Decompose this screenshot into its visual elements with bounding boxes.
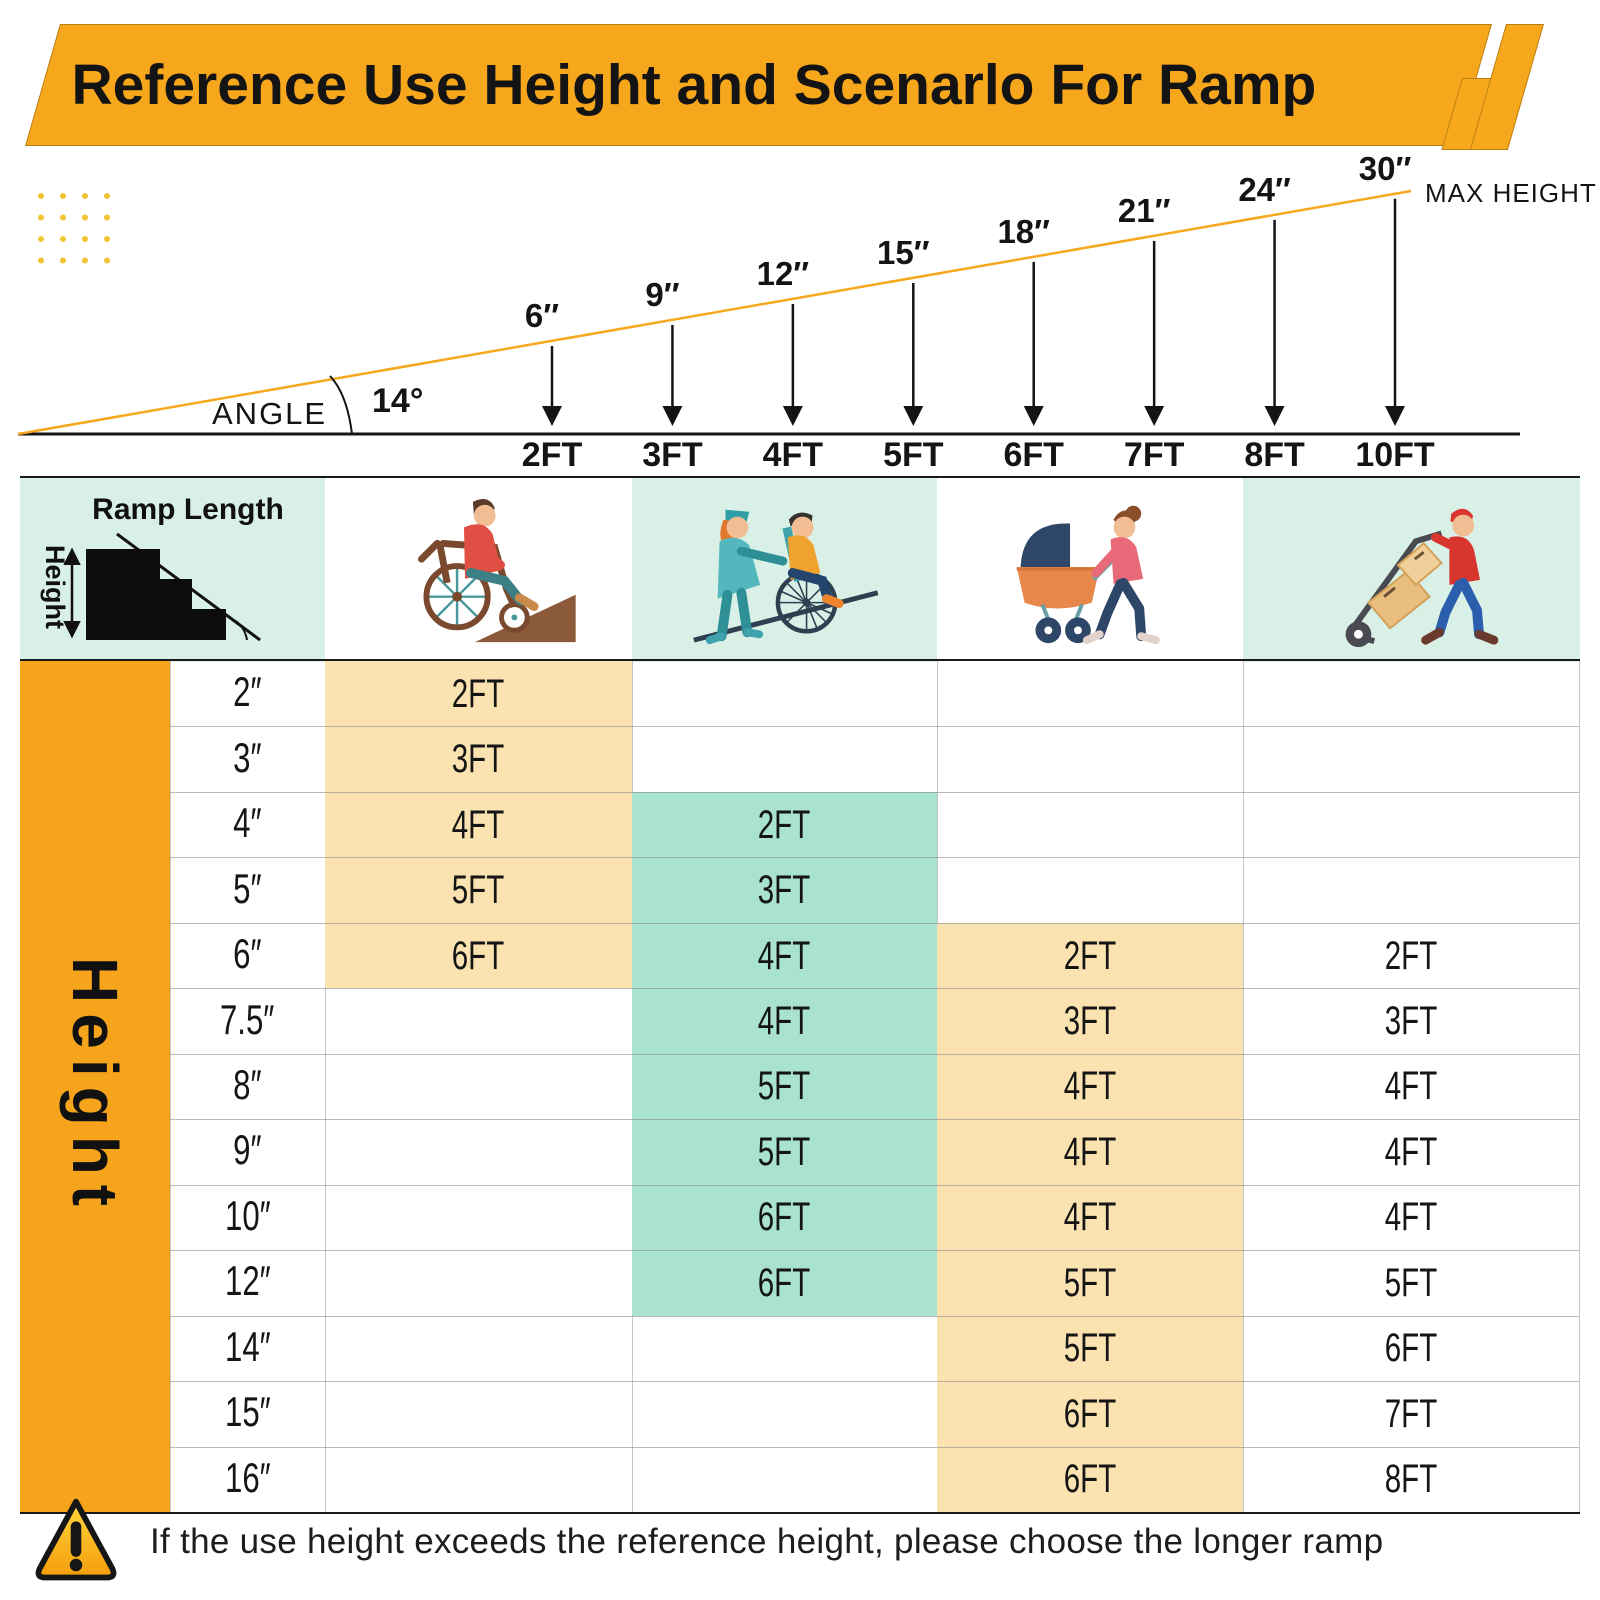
- ramp-length-cell: [632, 792, 937, 857]
- rise-label: 18″: [997, 212, 1050, 250]
- page-title: Reference Use Height and Scenarlo For Ramp: [71, 53, 1317, 117]
- ramp-length-cell: [937, 1316, 1243, 1381]
- ramp-length-cell: [1243, 1381, 1580, 1446]
- ramp-length-value: 5FT: [758, 1063, 811, 1109]
- height-column-label: Height: [59, 956, 131, 1217]
- exclamation-triangle-icon: [28, 1494, 124, 1590]
- row-height-text: 10″: [224, 1193, 271, 1240]
- title-banner: [25, 24, 1492, 146]
- ramp-length-cell: [632, 1054, 937, 1119]
- rise-label: 21″: [1117, 191, 1171, 229]
- ramp-length-value: 6FT: [1385, 1325, 1438, 1371]
- ramp-length-cell: [937, 1250, 1243, 1315]
- ramp-length-value: 2FT: [758, 801, 811, 847]
- row-height-label: [170, 857, 325, 922]
- ramp-length-cell: [632, 857, 937, 922]
- ramp-length-value: 4FT: [758, 932, 811, 978]
- row-height-text: 2″: [233, 670, 262, 717]
- ramp-length-value: 5FT: [758, 1128, 811, 1174]
- run-label: 4FT: [762, 436, 824, 470]
- run-label: 10FT: [1355, 436, 1435, 470]
- hand-truck-icon: [1313, 486, 1511, 654]
- ramp-length-cell: [1243, 1316, 1580, 1381]
- ramp-length-value: 6FT: [758, 1259, 811, 1305]
- ramp-length-cell: [937, 1119, 1243, 1184]
- run-label: 6FT: [1003, 436, 1064, 470]
- ramp-length-value: 5FT: [1063, 1259, 1117, 1305]
- ramp-length-cell: [325, 923, 632, 988]
- ramp-length-value: 3FT: [758, 866, 811, 913]
- ramp-length-cell: [1243, 1250, 1580, 1315]
- ramp-length-legend-cell: [20, 478, 325, 662]
- angle-value: 14°: [372, 382, 424, 420]
- ramp-length-value: 4FT: [1063, 1063, 1117, 1109]
- ramp-length-value: 4FT: [758, 997, 811, 1044]
- ramp-length-cell: [325, 857, 632, 922]
- rise-label: 30″: [1358, 150, 1412, 187]
- row-height-label: [170, 726, 325, 791]
- row-height-text: 15″: [224, 1390, 271, 1437]
- ramp-length-cell: [937, 988, 1243, 1053]
- assisted-wheelchair-icon: [686, 486, 884, 654]
- row-height-label: [170, 923, 325, 988]
- ramp-length-value: 5FT: [1063, 1325, 1117, 1371]
- rise-label: 6″: [524, 297, 560, 335]
- row-height-text: 6″: [233, 931, 262, 979]
- rise-label: 9″: [645, 276, 680, 314]
- row-height-text: 3″: [233, 735, 262, 782]
- ramp-length-cell: [1243, 1185, 1580, 1250]
- ramp-length-cell: [937, 1054, 1243, 1119]
- rise-label: 12″: [756, 254, 810, 292]
- ramp-length-diagram-icon: [20, 479, 325, 662]
- scenario-cell-assisted-wheelchair: [632, 478, 937, 662]
- angle-arc: [330, 376, 352, 434]
- height-column: [20, 661, 170, 1512]
- max-height-label: MAX HEIGHT: [1425, 178, 1597, 208]
- run-label: 8FT: [1244, 436, 1305, 470]
- ramp-length-cell: [1243, 1054, 1580, 1119]
- ramp-length-cell: [937, 1381, 1243, 1446]
- row-height-label: [170, 792, 325, 857]
- ramp-length-value: 2FT: [1385, 932, 1438, 978]
- run-label: 7FT: [1123, 436, 1185, 470]
- ramp-length-value: 3FT: [452, 736, 505, 782]
- row-height-text: 14″: [224, 1324, 271, 1371]
- row-height-label: [170, 1381, 325, 1446]
- ramp-angle-diagram: [0, 150, 1600, 470]
- row-height-text: 12″: [224, 1259, 271, 1306]
- ramp-length-cell: [937, 923, 1243, 988]
- row-height-label: [170, 661, 325, 726]
- ramp-length-cell: [632, 923, 937, 988]
- ramp-length-value: 3FT: [1063, 997, 1117, 1044]
- row-height-label: [170, 1250, 325, 1315]
- row-height-text: 7.5″: [220, 997, 275, 1044]
- rise-label: 24″: [1238, 170, 1291, 208]
- header-divider-line: [20, 659, 1580, 661]
- scenario-cell-baby-stroller: [937, 478, 1243, 662]
- ramp-length-value: 3FT: [1385, 997, 1438, 1044]
- ramp-length-cell: [1243, 1119, 1580, 1184]
- height-axis-label: Height: [40, 544, 70, 629]
- ramp-length-value: 4FT: [1063, 1194, 1117, 1240]
- ramp-length-value: 2FT: [452, 670, 505, 716]
- row-height-label: [170, 1054, 325, 1119]
- row-height-text: 9″: [233, 1128, 262, 1175]
- row-height-text: 8″: [233, 1062, 262, 1110]
- ramp-length-value: 4FT: [1385, 1128, 1438, 1174]
- scenario-cell-manual-wheelchair: [325, 478, 632, 662]
- ramp-length-cell: [325, 792, 632, 857]
- diagram-points: [522, 150, 1435, 470]
- run-label: 3FT: [642, 436, 703, 470]
- row-height-label: [170, 1185, 325, 1250]
- rise-label: 15″: [877, 233, 930, 271]
- ramp-length-value: 4FT: [452, 801, 505, 847]
- ramp-length-table: [20, 661, 1580, 1512]
- run-label: 2FT: [521, 436, 583, 470]
- ramp-length-cell: [632, 1185, 937, 1250]
- ramp-length-value: 6FT: [1063, 1390, 1117, 1436]
- row-height-text: 5″: [233, 866, 262, 913]
- ramp-length-value: 4FT: [1385, 1063, 1438, 1109]
- ramp-length-cell: [632, 1250, 937, 1315]
- ramp-length-value: 5FT: [1385, 1259, 1438, 1305]
- footer-note-text: If the use height exceeds the reference height, please choose the longer ramp: [150, 1522, 1384, 1561]
- ramp-length-cell: [1243, 923, 1580, 988]
- row-height-text: 4″: [233, 800, 262, 848]
- ramp-length-cell: [937, 1185, 1243, 1250]
- row-height-label: [170, 988, 325, 1053]
- ramp-length-value: 6FT: [758, 1194, 811, 1240]
- row-height-text: 16″: [224, 1455, 271, 1502]
- run-label: 5FT: [883, 436, 944, 470]
- ramp-length-cell: [325, 726, 632, 791]
- ramp-length-value: 6FT: [452, 932, 505, 978]
- row-height-label: [170, 1316, 325, 1381]
- scenario-cell-hand-truck: [1243, 478, 1580, 662]
- ramp-length-value: 2FT: [1063, 932, 1117, 978]
- scenario-header-row: [20, 476, 1580, 662]
- ramp-length-value: 6FT: [1063, 1456, 1117, 1502]
- ramp-length-cell: [325, 661, 632, 726]
- ramp-length-value: 8FT: [1385, 1456, 1438, 1502]
- angle-label: ANGLE: [212, 396, 328, 431]
- ramp-length-cell: [1243, 988, 1580, 1053]
- manual-wheelchair-icon: [380, 486, 578, 654]
- ramp-length-cell: [632, 1119, 937, 1184]
- footer-note: [28, 1494, 1383, 1590]
- ramp-length-value: 4FT: [1385, 1194, 1438, 1240]
- ramp-length-label: Ramp Length: [92, 492, 284, 526]
- ramp-length-cell: [632, 988, 937, 1053]
- ramp-length-value: 4FT: [1063, 1128, 1117, 1174]
- row-height-label: [170, 1119, 325, 1184]
- decorative-dots-grid: [38, 193, 110, 264]
- ramp-length-value: 5FT: [452, 866, 505, 913]
- ramp-length-value: 7FT: [1385, 1390, 1438, 1436]
- baby-stroller-icon: [991, 486, 1189, 654]
